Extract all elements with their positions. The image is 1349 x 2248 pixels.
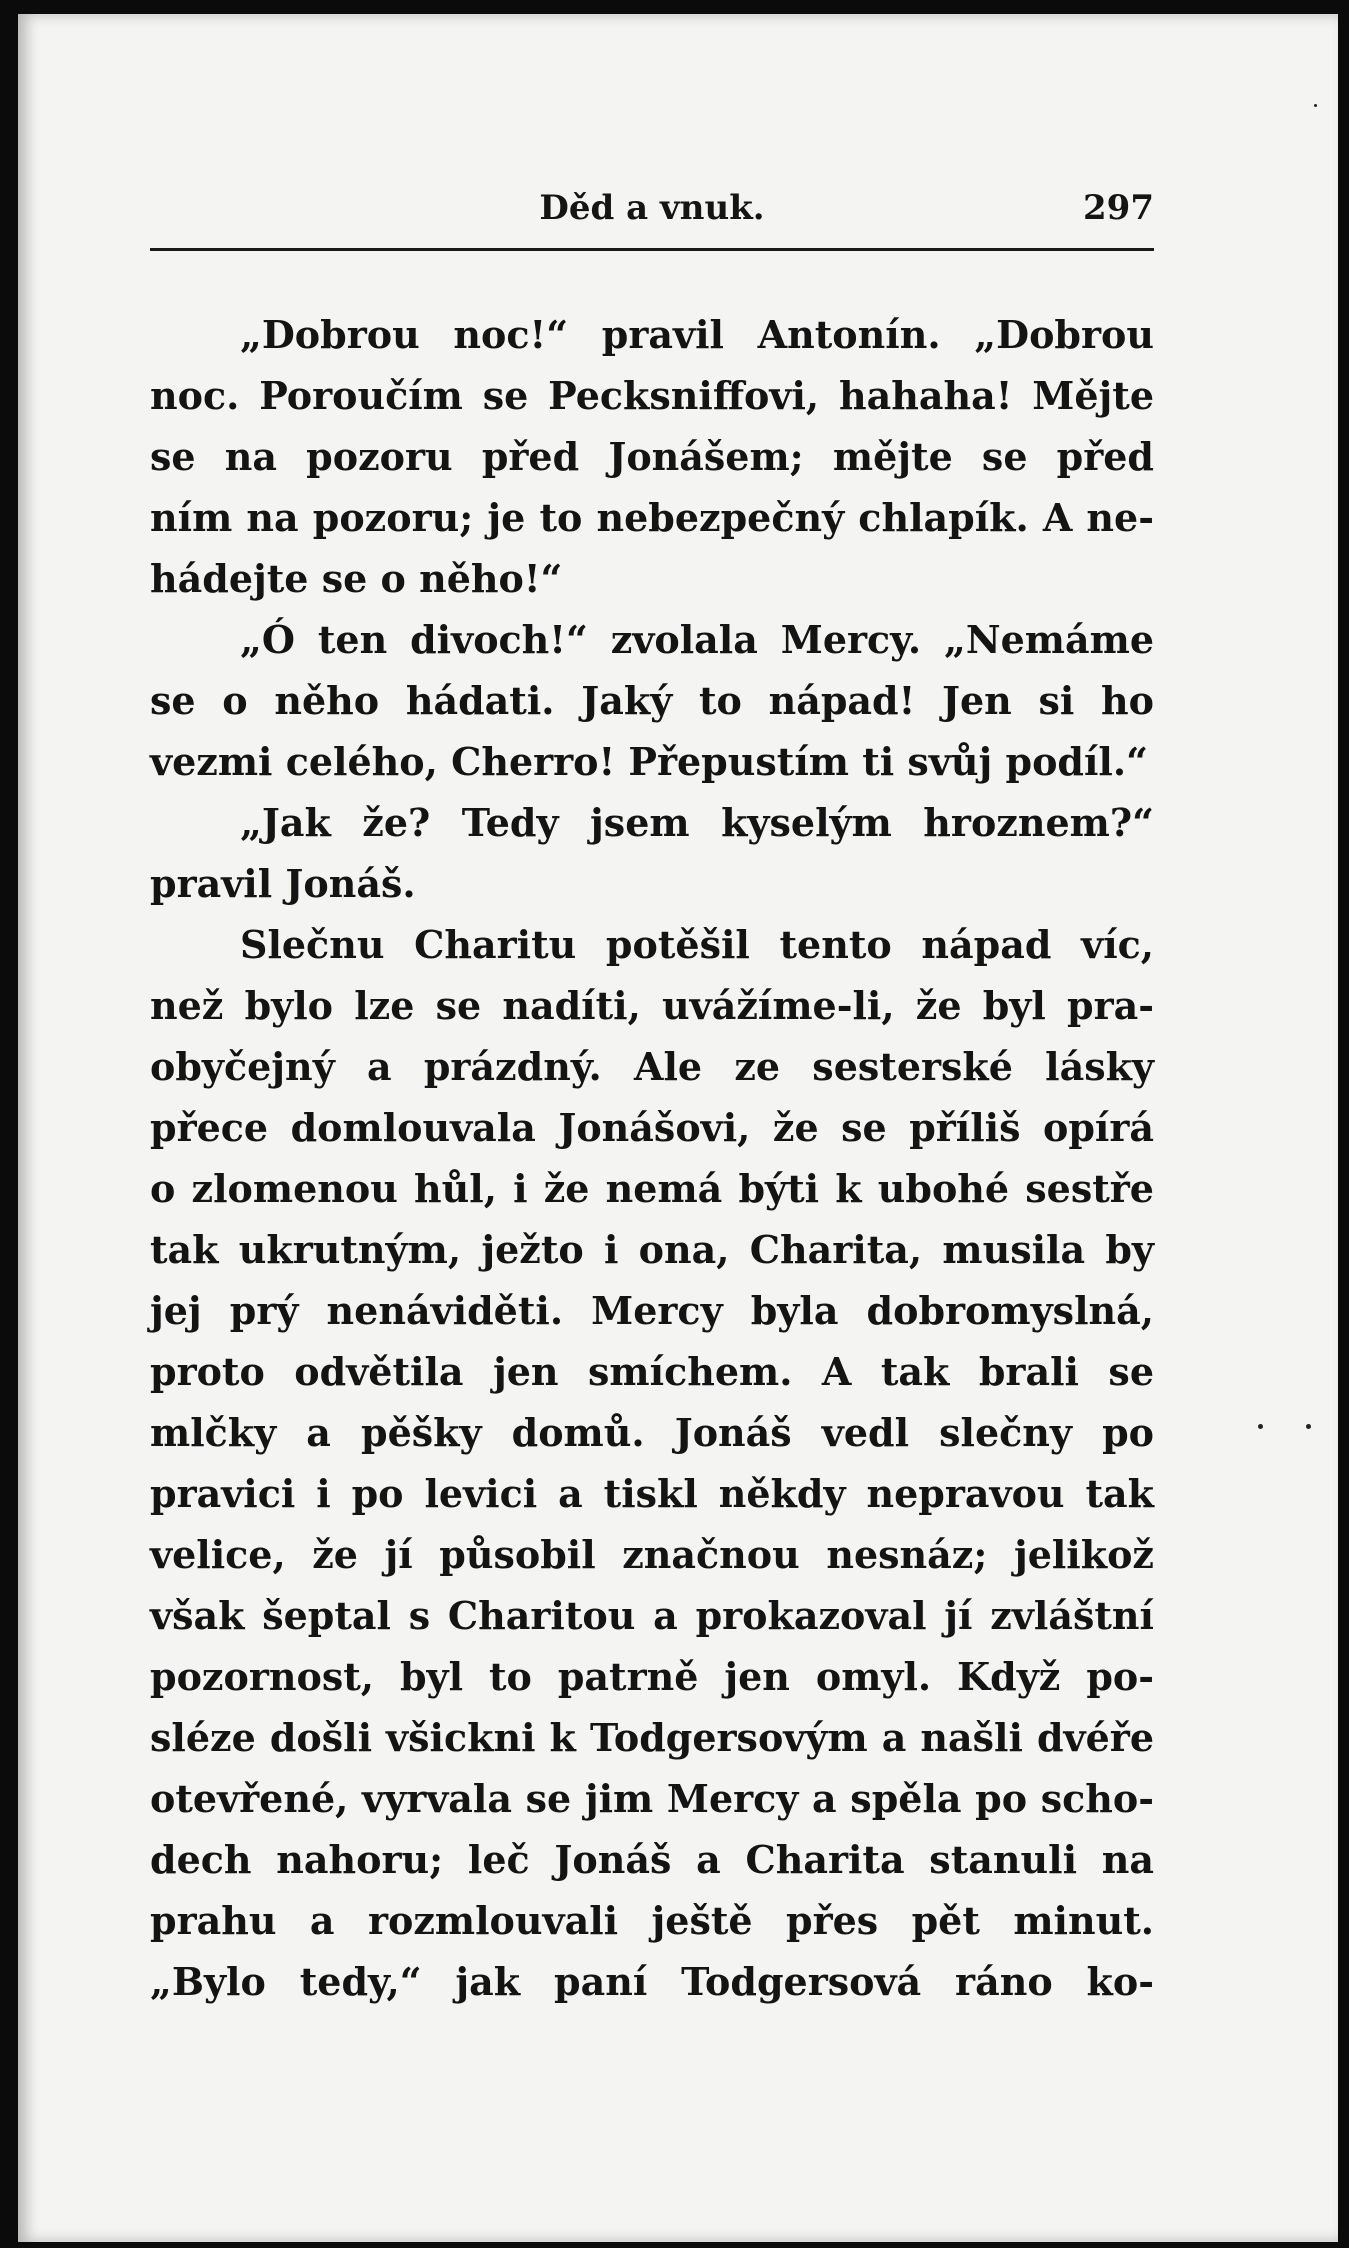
text-line: pozornost, byl to patrně jen omyl. Když po-	[150, 1654, 1154, 1699]
text-line: však šeptal s Charitou a prokazoval jí zvláštní	[150, 1593, 1154, 1638]
text-line: „Jak že? Tedy jsem kyselým hroznem?“	[240, 800, 1154, 845]
text-line: hádejte se o něho!“	[150, 556, 563, 601]
text-line: prahu a rozmlouvali ještě přes pět minut.	[150, 1898, 1154, 1943]
running-title: Děd a vnuk.	[539, 188, 765, 228]
header-rule	[150, 248, 1154, 251]
text-line: dech nahoru; leč Jonáš a Charita stanuli na	[150, 1837, 1154, 1882]
text-line: pravici i po levici a tiskl někdy nepravou tak	[150, 1471, 1154, 1516]
page-number: 297	[1083, 188, 1154, 228]
text-line: noc. Poroučím se Pecksniffovi, hahaha! Mějte	[150, 373, 1154, 418]
ink-speck	[1306, 1424, 1311, 1429]
text-line: „Dobrou noc!“ pravil Antonín. „Dobrou	[240, 312, 1154, 357]
text-line: jej prý nenáviděti. Mercy byla dobromyslná,	[150, 1288, 1154, 1333]
text-line: proto odvětila jen smíchem. A tak brali se	[150, 1349, 1154, 1394]
body-text	[150, 304, 1154, 2012]
text-line: otevřené, vyrvala se jim Mercy a spěla po scho-	[150, 1776, 1154, 1821]
text-line: „Bylo tedy,“ jak paní Todgersová ráno ko-	[150, 1959, 1154, 2004]
ink-speck	[1314, 104, 1317, 107]
text-line: než bylo lze se nadíti, uvážíme-li, že byl pra-	[150, 983, 1154, 1028]
text-line: se o něho hádati. Jaký to nápad! Jen si ho	[150, 678, 1154, 723]
ink-speck	[1258, 1424, 1263, 1429]
page-header	[150, 184, 1154, 244]
text-line: tak ukrutným, ježto i ona, Charita, musila by	[150, 1227, 1154, 1272]
text-line: Slečnu Charitu potěšil tento nápad víc,	[240, 922, 1154, 967]
text-line: vezmi celého, Cherro! Přepustím ti svůj podíl.“	[150, 739, 1148, 784]
text-line: se na pozoru před Jonášem; mějte se před	[150, 434, 1154, 479]
text-line: velice, že jí působil značnou nesnáz; jelikož	[150, 1532, 1154, 1577]
text-line: mlčky a pěšky domů. Jonáš vedl slečny po	[150, 1410, 1154, 1455]
text-line: obyčejný a prázdný. Ale ze sesterské lásky	[150, 1044, 1154, 1089]
text-line: sléze došli všickni k Todgersovým a našli dvéře	[150, 1715, 1154, 1760]
text-line: ním na pozoru; je to nebezpečný chlapík. A ne-	[150, 495, 1154, 540]
text-line: pravil Jonáš.	[150, 861, 416, 906]
text-line: přece domlouvala Jonášovi, že se příliš opírá	[150, 1105, 1154, 1150]
text-line: o zlomenou hůl, i že nemá býti k ubohé sestře	[150, 1166, 1154, 1211]
text-line: „Ó ten divoch!“ zvolala Mercy. „Nemáme	[240, 617, 1154, 662]
book-page	[18, 14, 1338, 2242]
